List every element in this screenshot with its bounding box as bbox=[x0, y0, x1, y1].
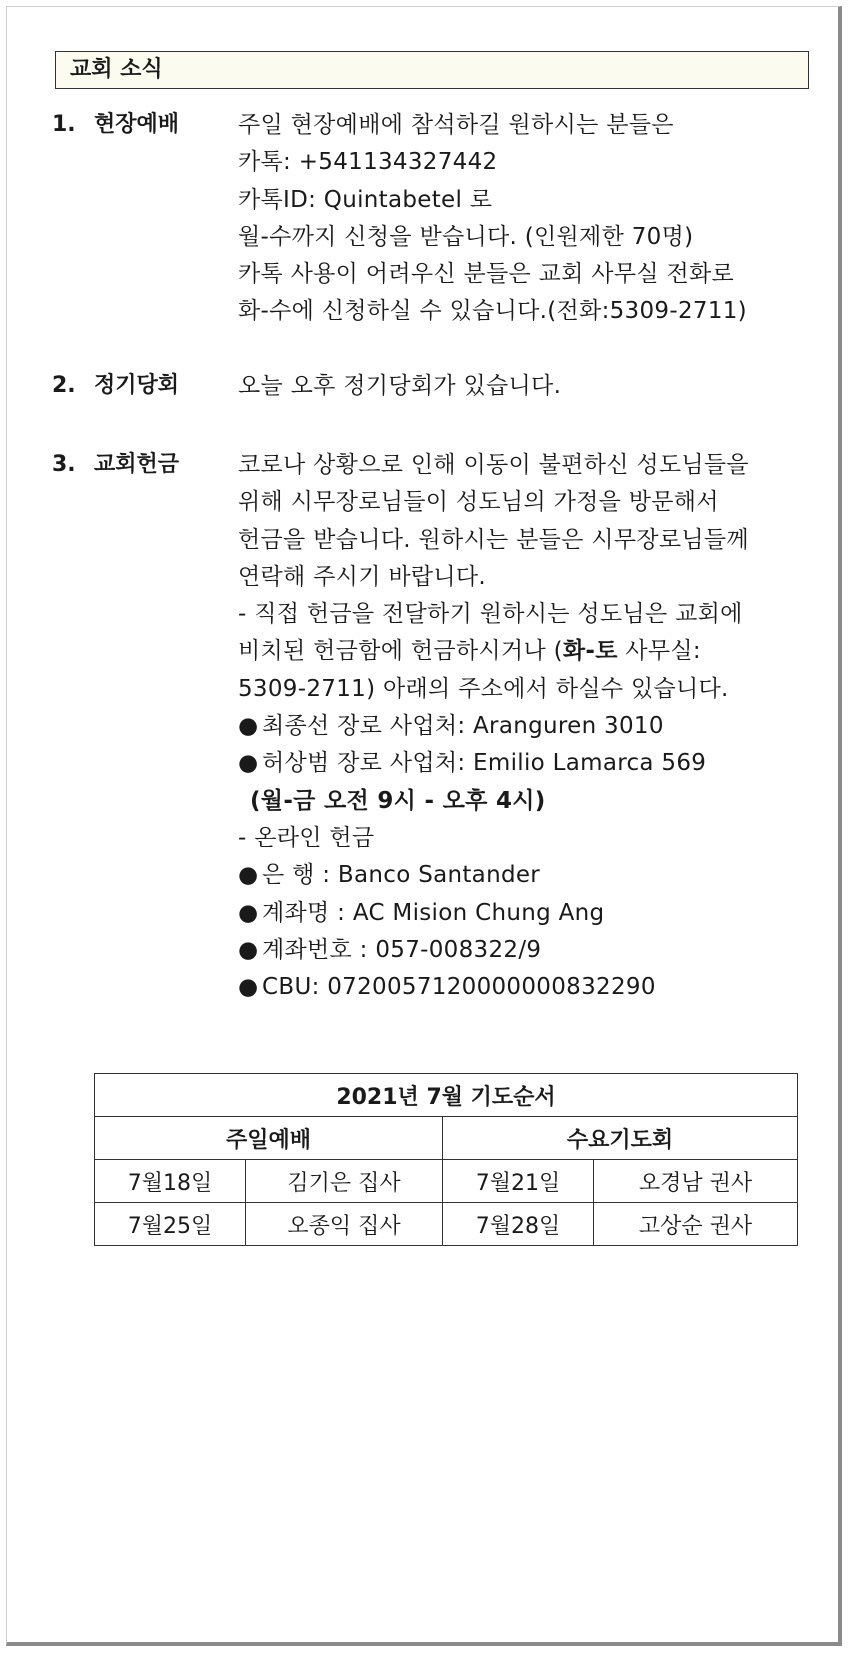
elder-address: 최종선 장로 사업처: Aranguren 3010 bbox=[262, 713, 664, 740]
item-title: 교회헌금 bbox=[94, 452, 180, 477]
bullet-icon: ● bbox=[238, 936, 259, 963]
item-number: 2. bbox=[52, 373, 76, 398]
table-title-row bbox=[95, 1074, 798, 1117]
office-hours: (월-금 오전 9시 - 오후 4시) bbox=[250, 787, 546, 814]
bank-info: 계좌번호 : 057-008322/9 bbox=[262, 936, 542, 963]
section-header: 교회 소식 bbox=[55, 51, 809, 89]
column-header: 주일예배 bbox=[95, 1117, 443, 1160]
bullet-icon: ● bbox=[238, 974, 259, 1001]
item-title: 현장예배 bbox=[94, 112, 180, 137]
prayer-schedule-table bbox=[94, 1073, 798, 1246]
item-title: 정기당회 bbox=[94, 373, 180, 398]
table-cell: 오경남 권사 bbox=[594, 1160, 798, 1203]
list-item bbox=[238, 745, 838, 782]
item-number: 3. bbox=[52, 452, 76, 477]
bullet-icon: ● bbox=[238, 750, 259, 777]
body-line bbox=[238, 633, 838, 670]
table-row bbox=[95, 1160, 798, 1203]
list-item bbox=[238, 969, 838, 1006]
body-line: 헌금을 받습니다. 원하시는 분들은 시무장로님들께 bbox=[238, 526, 749, 553]
bulletin-page bbox=[6, 6, 842, 1646]
online-label: - 온라인 헌금 bbox=[238, 824, 375, 851]
bullet-icon: ● bbox=[238, 862, 259, 889]
body-line: 카톡 사용이 어려우신 분들은 교회 사무실 전화로 bbox=[238, 261, 735, 288]
item-number: 1. bbox=[52, 112, 76, 137]
bullet-icon: ● bbox=[238, 713, 259, 740]
table-cell: 오종익 집사 bbox=[246, 1203, 443, 1246]
list-item bbox=[238, 857, 838, 894]
list-item bbox=[238, 708, 838, 745]
bullet-icon: ● bbox=[238, 899, 259, 926]
item-body bbox=[238, 447, 838, 1006]
bank-info: 은 행 : Banco Santander bbox=[262, 862, 541, 889]
body-line: 코로나 상황으로 인해 이동이 불편하신 성도님들을 bbox=[238, 452, 749, 478]
body-line: 월-수까지 신청을 받습니다. (인원제한 70명) bbox=[238, 223, 694, 250]
table-title: 2021년 7월 기도순서 bbox=[95, 1074, 798, 1117]
bank-info: CBU: 0720057120000000832290 bbox=[262, 974, 656, 1001]
body-line: 연락해 주시기 바랍니다. bbox=[238, 563, 487, 590]
body-line: 화-수에 신청하실 수 있습니다.(전화:5309-2711) bbox=[238, 298, 747, 325]
table-cell: 7월21일 bbox=[443, 1160, 594, 1203]
body-line-part: 비치된 헌금함에 헌금하시거나 ( bbox=[238, 638, 563, 665]
column-header: 수요기도회 bbox=[443, 1117, 798, 1160]
table-cell: 7월18일 bbox=[95, 1160, 246, 1203]
list-item bbox=[238, 932, 838, 969]
body-line: 카톡ID: Quintabetel 로 bbox=[238, 186, 493, 213]
body-line: 오늘 오후 정기당회가 있습니다. bbox=[238, 373, 562, 399]
list-item bbox=[238, 895, 838, 932]
item-body bbox=[238, 368, 838, 405]
bank-info: 계좌명 : AC Mision Chung Ang bbox=[262, 899, 605, 926]
body-line-part: 사무실: bbox=[617, 638, 701, 665]
table-cell: 7월25일 bbox=[95, 1203, 246, 1246]
table-cell: 7월28일 bbox=[443, 1203, 594, 1246]
table-cell: 고상순 권사 bbox=[594, 1203, 798, 1246]
table-row bbox=[95, 1203, 798, 1246]
body-line: - 직접 헌금을 전달하기 원하시는 성도님은 교회에 bbox=[238, 601, 743, 628]
item-body bbox=[238, 107, 838, 331]
office-days: 화-토 bbox=[562, 638, 618, 665]
body-line: 카톡: +541134327442 bbox=[238, 149, 498, 176]
body-line: 위해 시무장로님들이 성도님의 가정을 방문해서 bbox=[238, 489, 719, 516]
table-cell: 김기은 집사 bbox=[246, 1160, 443, 1203]
table-header-row bbox=[95, 1117, 798, 1160]
elder-address: 허상범 장로 사업처: Emilio Lamarca 569 bbox=[262, 750, 707, 777]
body-line: 5309-2711) 아래의 주소에서 하실수 있습니다. bbox=[238, 675, 729, 702]
body-line: 주일 현장예배에 참석하길 원하시는 분들은 bbox=[238, 112, 674, 138]
